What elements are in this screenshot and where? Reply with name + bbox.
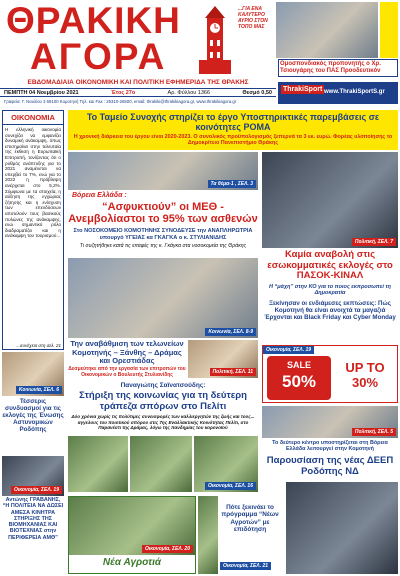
lead-headline: Το Ταμείο Συνοχής στηρίζει το έργο Υποστηρικτικές παρεμβάσεις σε κοινότητες ΡΟΜΑ: [86, 112, 380, 132]
seeds-photo-1: [68, 436, 128, 492]
lead-headline-box: [68, 110, 398, 150]
thrakisport-banner: [278, 82, 398, 104]
left-story-headline: Αντώνης ΓΡΑΒΑΝΗΣ, “Η ΠΟΛΙΤΕΙΑ ΝΑ ΔΩΣΕΙ ΑΜΕΣΑ ΚΙΝΗΤΡΑ ΣΤΗΡΙΞΗΣ ΤΗΣ ΒΙΟΜΗΧΑΝΙΑΣ ΚΑΙ ΒΙΟΤΕΧΝΙΑΣ στην ΠΕΡΙΦΕΡΕΙΑ ΑΜΘ”: [2, 497, 64, 541]
market-headline: Τέσσερις συνδυασμοί για τις εκλογές της Ένωσης Αστυνομικών Ροδόπης: [2, 398, 64, 433]
issue-price: Θεσμό 0,50: [242, 90, 272, 96]
issue-bar: [0, 88, 276, 97]
lead-photo: [68, 152, 258, 190]
hospital-photo: [68, 258, 258, 338]
seeds-deck: Δύο χρόνια χωρίς τις πολύτιμες συνεισφορές των καλλιεργητών της ζωής και τους... αγγελους του ποιοτικού σπόρου στις 7ης Εναλλακτικής Κοινότητας Πελίτι, στο Παρανέστι της Δράμας, λόγω της πανδημίας του κορονοϊού: [71, 414, 255, 431]
sports-promo-headline: Ομοσπονδιακός προπονητής ο Χρ. Τσιουγάρης του ΠΑΣ Προοδευτικόν: [278, 59, 398, 77]
youth-caption: Οικονομία, ΣΕΛ. 21: [220, 562, 271, 570]
issue-year: Έτος 27ο: [110, 90, 136, 96]
economy-text: Η ελληνική οικονομία συνεχίζει να εμφανίζει δυναμική ανάκαμψη, όπως επισημαίνει στην τελευταία της έκθεση η Ευρωπαϊκή Επιτροπή, τονίζοντας ότι ο ρυθμός ανάπτυξης για το 2021 αναμένεται να υπερβεί το 7%, ενώ για το 2022 η πρόβλεψη ανέρχεται στο 5,2%. Σύμφωνα με τα στοιχεία, η αύξηση της εγχώριας ζήτησης και η ενίσχυση των επενδύσεων αποτελούν τους βασικούς πυλώνες της ανάκαμψης, ενώ σημαντικό ρόλο διαδραματίζει και η ανάκαμψη του τουρισμού...: [5, 127, 61, 239]
delays-headline: Την αναβάθμιση των τελωνείων Κομοτηνής – Ξάνθης – Δράμας και Ορεστιάδας: [70, 339, 184, 366]
delays-subhead: Δεσμεύτηκε από την εργασία των επιτροπών του Οικονομικών ο Βουλευτής Στυλιανίδης: [68, 366, 186, 378]
economy-continued: ...συνέχεια στη σελ. 21: [16, 343, 61, 348]
nd-headline: Παρουσίαση της νέας ΔΕΕΠ Ροδόπης ΝΔ: [266, 455, 394, 477]
masthead-address: Γραφεία: Γ. Ναυλίου 3 69100 Κομοτηνή Τηλ. και Fax : 25310-26500, email: thrakiki@thrakikiagora.gr, www.thrakikiagora.gr: [4, 99, 237, 104]
seeds-kicker: Παναγιώτης Σαϊνατσούδης:: [120, 382, 206, 389]
seeds-photo-2: [130, 436, 192, 492]
black-friday-graphic: [262, 345, 398, 403]
youth-photo: [198, 496, 218, 574]
black-friday-caption: Οικονομία, ΣΕΛ. 19: [263, 346, 314, 354]
elections-headline: Καμία αναβολή στις εσωκομματικές εκλογές στο ΠΑΣΟΚ-ΚΙΝΑΛ: [267, 249, 393, 282]
sale-discount-50: 50%: [281, 372, 317, 391]
masthead-tagline: ΕΒΔΟΜΑΔΙΑΙΑ ΟΙΚΟΝΟΜΙΚΗ ΚΑΙ ΠΟΛΙΤΙΚΗ ΕΦΗΜΕΡΙΔΑ ΤΗΣ ΘΡΑΚΗΣ: [27, 79, 249, 86]
nd-kicker: Το δεύτερο κέντρο υποστηρίζεται στη Βόρεια Ελλάδα λειτουργεί στην Κομοτηνή: [272, 440, 388, 453]
nd-caption: Πολιτική, ΣΕΛ. 5: [352, 428, 396, 436]
masthead: [0, 0, 400, 82]
sale-text: SALE: [286, 360, 311, 370]
hospital-headline: “Ασφυκτιούν” οι ΜΕΘ - Ανεμβολίαστοι το 95% των ασθενών: [68, 201, 258, 225]
seeds-photo-3: [194, 436, 258, 492]
left-story-photo: [2, 456, 64, 496]
lead-subhead: Η χρονική διάρκεια του έργου είναι 2020-2023. Ο συνολικός προϋπολογισμός ξεπερνά τα 3 εκ. ευρώ. Φορέας υλοποίησης το Δημοκρίτειο Πανεπιστήμιο Θράκης: [73, 134, 393, 147]
hospital-kicker: Βόρεια Ελλάδα :: [72, 192, 127, 199]
clock-tower-logo: [195, 4, 235, 74]
market-caption: Κοινωνία, ΣΕΛ. 6: [16, 386, 62, 394]
agri-caption: Οικονομία, ΣΕΛ. 20: [142, 545, 193, 553]
seeds-headline: Στήριξη της κοινωνίας για τη δεύτερη τράπεζα σπόρων στο Πελίτι: [79, 390, 247, 412]
elections-caption: Πολιτική, ΣΕΛ. 7: [352, 238, 396, 246]
thrakisport-logo: ThrakiSport: [283, 86, 323, 93]
delays-photo: [188, 340, 258, 378]
thrakisport-url: www.ThrakiSportS.gr: [324, 89, 385, 95]
sale-badge: [267, 356, 331, 400]
hospital-caption: Κοινωνία, ΣΕΛ. 8-9: [205, 328, 256, 336]
delays-caption: Πολιτική, ΣΕΛ. 11: [210, 368, 257, 376]
hospital-deck: Τι συζητήθηκε κατά τις επαφές της κ. Γκάγκα στα νοσοκομεία της Θράκης: [79, 243, 247, 249]
side-strip: [380, 2, 398, 58]
agri-photo: [69, 497, 195, 555]
masthead-title-line1: ΘΡΑΚΙΚΗ: [6, 0, 181, 41]
market-photo: [2, 352, 64, 396]
hospital-subhead: Στο ΝΟΣΟΚΟΜΕΙΟ ΚΟΜΟΤΗΝΗΣ ΣΥΝΟΔΕΥΣΕ την ΑΝΑΠΛΗΡΩΤΡΙΑ υπουργό ΥΓΕΙΑΣ κα ΓΚΑΓΚΑ ο κ. ΣΤΥΛΙΑΝΙΔΗΣ: [73, 228, 253, 241]
economy-heading: ΟΙΚΟΝΟΜΙΑ: [3, 111, 63, 125]
nd-photo: [262, 406, 398, 438]
youth-headline: Πότε ξεκινάει το πρόγραμμα “Νέων Αγροτών” με επιδότηση: [221, 504, 279, 534]
black-friday-headline: Ξεκίνησαν οι ενδιάμεσες εκπτώσεις: Πώς Κομοτηνή θα είναι ανοιχτά τα μαγαζιά Έρχονται και Black Friday και Cyber Monday: [264, 300, 396, 322]
agri-box: [68, 496, 196, 574]
elections-photo: [262, 152, 398, 248]
elections-subhead: Η “μάχη” στην ΚΟ για το ποιος εκπροσωπεί τη Δημοκρατία: [268, 284, 391, 297]
seeds-caption: Οικονομία, ΣΕΛ. 16: [205, 482, 256, 490]
lead-caption: Τα θέμα-1 , ΣΕΛ. 3: [208, 180, 256, 188]
masthead-title-line2: ΑΓΟΡΑ: [30, 36, 167, 77]
nd-photo-2: [286, 482, 398, 574]
masthead-motto: ...ΓΙΑ ΕΝΑ ΚΑΛΥΤΕΡΟ ΑΥΡΙΟ ΣΤΟΝ ΤΟΠΟ ΜΑΣ: [238, 6, 268, 30]
left-story-caption: Οικονομία, ΣΕΛ. 19: [11, 486, 62, 494]
sale-discount-30: UP TO 30%: [345, 360, 385, 390]
issue-number: Αρ. Φύλλου 1366: [167, 90, 211, 96]
agri-title: Νέα Αγροτιά: [102, 557, 162, 568]
sports-photo: [276, 2, 378, 58]
issue-date: ΠΕΜΠΤΗ 04 Νοεμβρίου 2021: [4, 90, 79, 96]
economy-column: [2, 110, 64, 350]
